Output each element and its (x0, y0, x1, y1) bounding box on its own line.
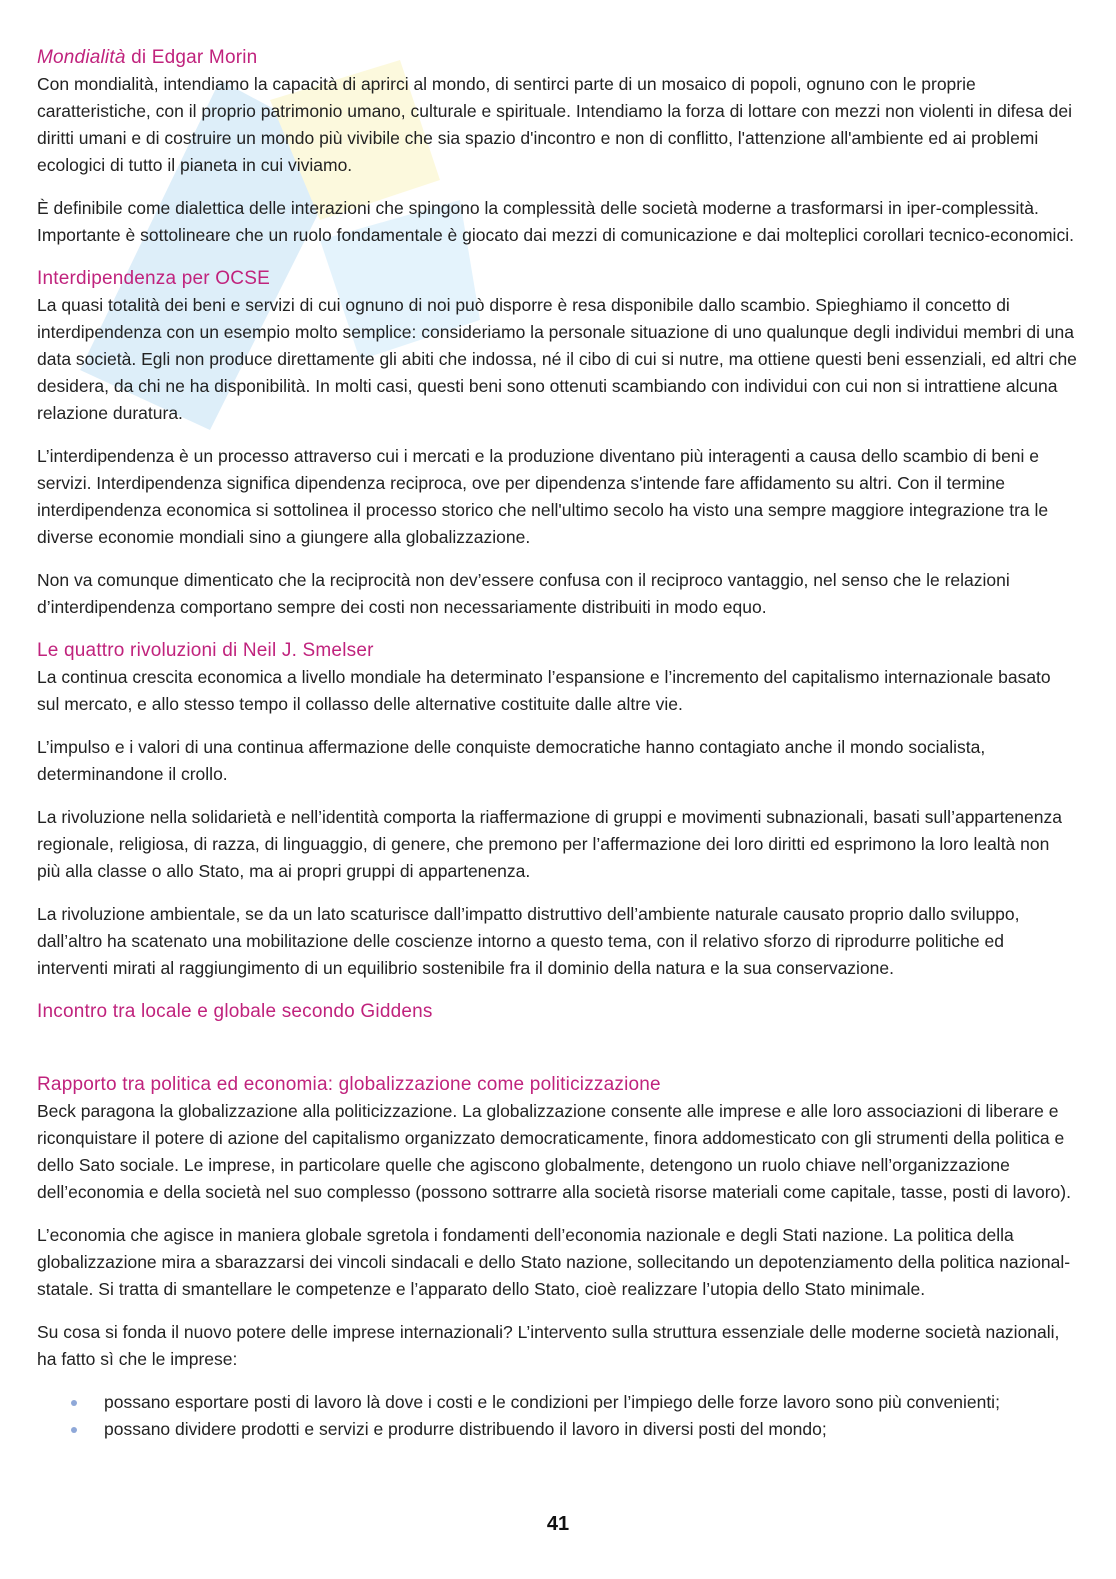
bullet-dot-icon (71, 1427, 77, 1433)
paragraph: Su cosa si fonda il nuovo potere delle imprese internazionali? L’intervento sulla struttura essenziale delle moderne società nazionali, ha fatto sì che le imprese: (37, 1322, 1060, 1369)
paragraph: L’impulso e i valori di una continua affermazione delle conquiste democratiche hanno contagiato anche il mondo socialista, determinandone il crollo. (37, 737, 986, 784)
paragraph: Beck paragona la globalizzazione alla politicizzazione. La globalizzazione consente alle imprese e alle loro associazioni di liberare e riconquistare il potere di azione del capitalismo organizzato democraticamente, finora addomesticato con gli strumenti della politica e dello Sato sociale. Le imprese, in particolare quelle che agiscono globalmente, detengono un ruolo chiave nell’organizzazione dell’economia e della società nel suo complesso (possono sottrarre alla società risorse materiali come capitale, tasse, posti di lavoro). (37, 1101, 1071, 1202)
section-mondialita (37, 44, 1077, 249)
paragraph: La continua crescita economica a livello mondiale ha determinato l’espansione e l’incremento del capitalismo internazionale basato sul mercato, e allo stesso tempo il collasso delle alternative costituite dalle altre vie. (37, 667, 1051, 714)
bullet-list (37, 1389, 1077, 1443)
blank-space (37, 1025, 1077, 1071)
paragraph: È definibile come dialettica delle interazioni che spingono la complessità delle società moderne a trasformarsi in iper-complessità. Importante è sottolineare che un ruolo fondamentale è giocato dai mezzi di comunicazione e dai molteplici corollari tecnico-economici. (37, 198, 1074, 245)
section-title: Le quattro rivoluzioni di Neil J. Smelser (37, 640, 374, 661)
list-item: possano esportare posti di lavoro là dove i costi e le condizioni per l’impiego delle forze lavoro sono più convenienti; (67, 1389, 1077, 1416)
page-number: 41 (546, 1513, 570, 1535)
section-title: Interdipendenza per OCSE (37, 268, 270, 289)
paragraph: L’economia che agisce in maniera globale sgretola i fondamenti dell’economia nazionale e degli Stati nazione. La politica della globalizzazione mira a sbarazzarsi dei vincoli sindacali e dello Stato nazione, sollecitando un depotenziamento della politica nazional-statale. Si tratta di smantellare le competenze e l’apparato dello Stato, cioè realizzare l’utopia dello Stato minimale. (37, 1225, 1071, 1299)
paragraph: L’interdipendenza è un processo attraverso cui i mercati e la produzione diventano più interagenti a causa dello scambio di beni e servizi. Interdipendenza significa dipendenza reciproca, ove per dipendenza s'intende fare affidamento su altri. Con il termine interdipendenza economica si sottolinea il processo storico che nell'ultimo secolo ha visto una sempre maggiore integrazione tra le diverse economie mondiali sino a giungere alla globalizzazione. (37, 446, 1049, 547)
paragraph: Non va comunque dimenticato che la reciprocità non dev’essere confusa con il reciproco vantaggio, nel senso che le relazioni d’interdipendenza comportano sempre dei costi non necessariamente distribuiti in modo equo. (37, 570, 1010, 617)
paragraph: La rivoluzione nella solidarietà e nell’identità comporta la riaffermazione di gruppi e movimenti subnazionali, basati sull’appartenenza regionale, religiosa, di razza, di linguaggio, di genere, che premono per l’affermazione dei loro diritti ed esprimono la loro lealtà non più alla classe o allo Stato, ma ai propri gruppi di appartenenza. (37, 807, 1062, 881)
section-title: Mondialità di Edgar Morin (37, 47, 258, 68)
section-politica-economia (37, 1071, 1077, 1443)
bullet-dot-icon (71, 1400, 77, 1406)
section-giddens (37, 998, 1077, 1071)
paragraph: Con mondialità, intendiamo la capacità di aprirci al mondo, di sentirci parte di un mosaico di popoli, ognuno con le proprie caratteristiche, con il proprio patrimonio umano, culturale e spirituale. Intendiamo la forza di lottare con mezzi non violenti in difesa dei diritti umani e di costruire un mondo più vivibile che sia spazio d'incontro e non di conflitto, l'attenzione all'ambiente ed ai problemi ecologici di tutto il pianeta in cui viviamo. (37, 74, 1072, 175)
paragraph: La rivoluzione ambientale, se da un lato scaturisce dall’impatto distruttivo dell’ambiente naturale causato proprio dallo sviluppo, dall’altro ha scatenato una mobilitazione delle coscienze intorno a questo tema, con il relativo sforzo di riprodurre politiche ed interventi mirati al raggiungimento di un equilibrio sostenibile fra il dominio della natura e la sua conservazione. (37, 904, 1020, 978)
section-title: Incontro tra locale e globale secondo Giddens (37, 1001, 433, 1022)
document-page (37, 44, 1077, 1443)
section-interdipendenza (37, 265, 1077, 621)
section-title: Rapporto tra politica ed economia: globalizzazione come politicizzazione (37, 1074, 661, 1095)
section-smelser (37, 637, 1077, 982)
paragraph: La quasi totalità dei beni e servizi di cui ognuno di noi può disporre è resa disponibile dallo scambio. Spieghiamo il concetto di interdipendenza con un esempio molto semplice: consideriamo la personale situazione di uno qualunque degli individui membri di una data società. Egli non produce direttamente gli abiti che indossa, né il cibo di cui si nutre, ma ottiene questi beni essenziali, ed altri che desidera, da chi ne ha disponibilità. In molti casi, questi beni sono ottenuti scambiando con individui con cui non si intrattiene alcuna relazione duratura. (37, 295, 1077, 423)
list-item: possano dividere prodotti e servizi e produrre distribuendo il lavoro in diversi posti del mondo; (67, 1416, 1077, 1443)
